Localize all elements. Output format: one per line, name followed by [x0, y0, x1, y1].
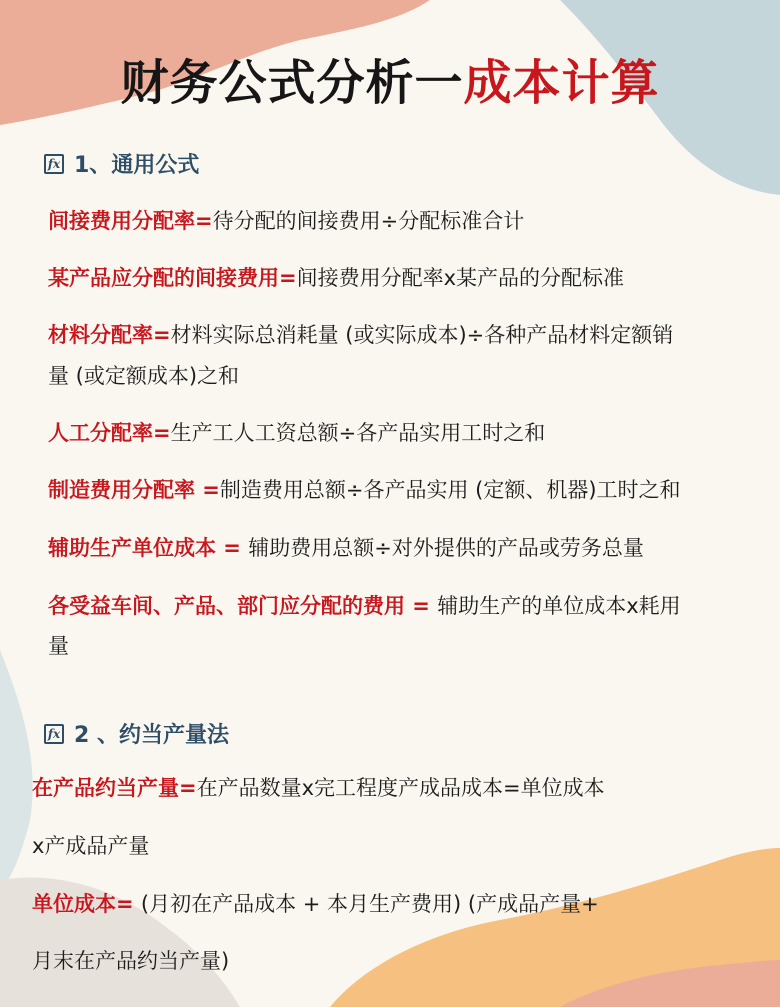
- formula-row-continuation: [48, 626, 69, 666]
- formula-text: 辅助生产的单位成本x耗用: [437, 594, 681, 618]
- formula-text-continued: 量: [48, 634, 69, 658]
- formula-text-continued: 量 (或定额成本)之和: [48, 364, 240, 388]
- formula-row-continuation: [32, 941, 229, 981]
- page-title: [0, 44, 780, 113]
- formula-row-continuation: [32, 826, 149, 866]
- formula-label: 某产品应分配的间接费用=: [48, 266, 297, 290]
- formula-text: 辅助费用总额÷对外提供的产品或劳务总量: [248, 536, 644, 560]
- formula-row: [48, 586, 681, 626]
- formula-label: 在产品约当产量=: [32, 776, 197, 800]
- formula-text: 在产品数量x完工程度产成品成本=单位成本: [196, 776, 605, 800]
- formula-row: [48, 258, 624, 298]
- formula-row-continuation: [48, 356, 239, 396]
- formula-row: [48, 528, 644, 568]
- title-highlight: 成本计算: [463, 55, 660, 111]
- formula-text: 间接费用分配率x某产品的分配标准: [296, 266, 625, 290]
- formula-row: [48, 315, 673, 355]
- formula-label: 辅助生产单位成本 =: [48, 536, 249, 560]
- formula-row: [32, 884, 599, 924]
- formula-label: 单位成本=: [32, 892, 141, 916]
- formula-text: 材料实际总消耗量 (或实际成本)÷各种产品材料定额销: [170, 323, 674, 347]
- formula-label: 材料分配率=: [48, 323, 171, 347]
- formula-row: [48, 413, 545, 453]
- formula-text-continued: x产成品产量: [32, 834, 150, 858]
- formula-label: 各受益车间、产品、部门应分配的费用 =: [48, 594, 438, 618]
- section-heading-general-formulas: [44, 148, 199, 179]
- formula-text: 制造费用总额÷各产品实用 (定额、机器)工时之和: [219, 478, 681, 502]
- formula-text: 生产工人工资总额÷各产品实用工时之和: [170, 421, 546, 445]
- formula-row: [32, 768, 605, 808]
- formula-row: [48, 201, 524, 241]
- section-title: 1、通用公式: [74, 153, 200, 178]
- formula-fx-icon: fx: [44, 154, 64, 174]
- formula-label: 制造费用分配率 =: [48, 478, 220, 502]
- formula-text: 待分配的间接费用÷分配标准合计: [212, 209, 525, 233]
- formula-label: 间接费用分配率=: [48, 209, 213, 233]
- formula-row: [48, 470, 681, 510]
- formula-text: (月初在产品成本 + 本月生产费用) (产成品产量+: [140, 892, 599, 916]
- formula-label: 人工分配率=: [48, 421, 171, 445]
- title-main: 财务公式分析一: [120, 55, 464, 111]
- formula-fx-icon: fx: [44, 724, 64, 744]
- formula-text-continued: 月末在产品约当产量): [32, 949, 230, 973]
- section-title: 2 、约当产量法: [74, 723, 229, 748]
- section-heading-equivalent-units: [44, 718, 229, 749]
